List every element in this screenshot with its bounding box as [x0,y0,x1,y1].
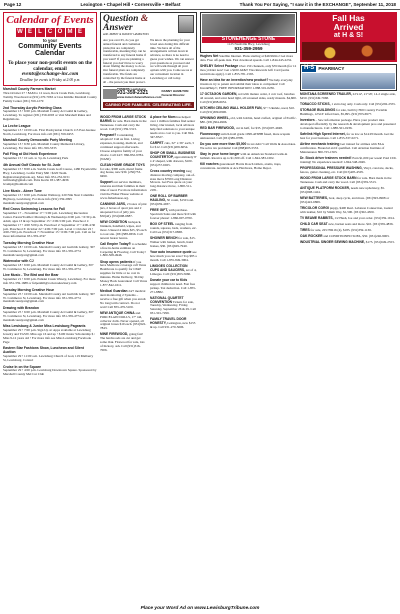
classified-text: for sale, $300 each, metal frame dog house, new $30. (256)753-9490. [100,166,143,179]
classified-ad [300,197,397,205]
classified-lead: A place for Mom [150,115,176,120]
classified-text: guaranteed! Harris Roach tablets, atoms, traps, concentrate. Available at Ace Hardware, Home Depot. [200,161,282,170]
event-item [3,208,97,239]
classified-text: red with mature cedar, 2 coir roof, benches all around, and solar head light, all screened sides, ready mounts. $4,600. Call (931)698-6652. [200,91,297,104]
classified-ad [100,261,147,288]
classified-lead: OAK ROCKER [300,234,323,239]
page-header [0,0,400,10]
event-title: Miss Lewisburg & Junior Miss Lewisburg Pageants [3,324,86,329]
calendar-to-our: to your [42,38,58,43]
classified-lead: CARPET [150,140,164,145]
classified-lead: TV BEAME RABBITS, [300,216,334,220]
classified-ad [300,167,397,175]
classifieds-list-c [200,55,297,171]
qa-subtitle: with JIMMY & DANNY HAMILTON [103,32,149,36]
qa-advertisement [100,12,197,111]
classified-text: to schedule a free in-home estimate on Carpeting & Flooring. Call Today! 1-800-508-4946. [100,241,147,258]
classified-ad [300,93,397,101]
classified-ad [200,93,297,105]
qa-title [103,15,149,33]
event-item [3,88,97,104]
classified-lead: Stay in your home longer [200,151,240,156]
classified-text: If you have Medicare coverage call Verus Healthcare to qualify for CPAP supplies for little or no cost in minutes. Home Delivery, 30-Day Money Back Guarantee! Call Verus 1-877-842-1611. [100,259,147,287]
classified-ad [300,133,397,141]
event-title: Live Music - Abner Tune [3,188,42,193]
calendar-column [3,12,97,606]
classified-lead: NEW ANTIQUE CHINA [100,310,135,315]
classified-lead: Safelink High Speed Internet, [300,132,346,137]
event-details: September 13 • 6:30 p.m. Marshall County Memorial Library, Lewisburg. For more info 931-359-5335 [3,141,85,150]
page-number: Page 12 [4,2,22,7]
classified-lead: CLEAN HOME GRADE TOYS [100,162,145,167]
classified-text: Tickets for sale, Tuesday, Wednesday, Friday, Saturday, September 26 & 29. Call 931-301-7299. [150,299,197,316]
event-details: September 17 – November 17 • 5:00 p.m. Lewisburg Recreation Center. Parent/Toddler: Mondays & Wednesdays 6:00 p.m. • 6:30 p.m. Adult, ages 13 & up: September 15 • 2:00-5:00 p.m. Preschool 1: September 17 • 4:00 5:00 p.m. Preschool 2: September 17 • 4:00-4:30 p.m. Preschool 3: October 22 • 4:00-7:00 p.m. Level 1: October 22 • 4:00-7:00 p.m. Preschool 7: November 15 • 6:00-7:00 p.m. Call us for more information 931-359-4747 [3,210,97,239]
event-item [3,274,97,286]
event-details: September 18 • 10:00 a.m. Marshall County Art Guild & Gallery, 307 W. Commerce St, Lewisburg. For more info 931-359-4774 marshallcountyart@gmail.com [3,244,95,257]
classified-lead: TRICOLOR CORGI [300,206,329,210]
welcome-letter: W [17,29,23,35]
classified-ad [200,143,297,151]
classified-lead: WOOD FROM LARGE STOCK BARNS [100,115,147,124]
classified-lead: FAMILY TRAVEL DOOR HONESTY, [150,317,187,326]
qa-title-question: Question [103,14,139,24]
classified-text: has helped over 1 million families find senior living. Our trusted, local advisors help find solutions to your unique needs at no cost to you. Call 844-347-8527. [150,115,196,139]
classified-text: cut in half, for $35. (931)607-4948. [235,125,283,130]
event-item [3,139,97,151]
classified-ad [150,318,197,330]
classified-ad [100,181,147,201]
classified-text: 2 boxes of pint jars, 2 boxes of quart jars and 2 unopened box of jelly jars. $50(all). (931)698-6887. [100,202,147,218]
classified-text: $7 • Ukulele, used, $10. Call (931)309-0900. [200,105,295,114]
classified-lead: Support [100,180,113,185]
classified-text: 50 count, $150 total. (931)639-4937. [150,198,194,207]
classified-ad [150,237,197,249]
classified-text: for sale. Barn made in the Tennessee. Cash and carry the wood. Call (931)359-5313. [300,176,392,184]
classified-ad [300,229,397,233]
classified-text: 22'x12', 21"x8', 14-2 single axle, $450. (931)349-7668. [300,92,396,100]
classified-text: for sale. Barn made in the Tennessee. Cash and carry the wood. Call (931) 359-5313. [100,119,147,131]
classified-ad [150,279,197,295]
event-details: September 13 • 10:00 a.m. First Presbyterian Church 115 East Avenue North, Lewisburg. For more info call (931) 359-0455 [3,127,96,136]
classified-ad [100,290,147,310]
welcome-banner [6,28,94,37]
welcome-letter: L [36,28,45,37]
classified-ad [100,203,147,219]
classified-ad [300,109,397,117]
events-list [3,88,97,377]
event-details: September 25 • 6:00 p.m. Marshall County Art Guild & Gallery, 307 W. Commerce St, Lewisburg. For more info 931-359-4774 or marshallcountyart@gmail.com [3,309,94,322]
classified-lead: MONTANA SCREENED TRAILER, [300,92,352,97]
event-item [3,366,97,378]
classified-text: for sale, built by Hill Country Portable Buildings, 12'x16' lofted barn, $5,995. (931)703-6977. [300,108,388,117]
classified-ad [100,164,147,180]
classified-text: set of 4, Limoges. Call: (931)363-5660. [150,267,197,276]
classified-ad [300,177,397,185]
classified-ad [150,142,197,150]
classified-text: see how much you can save! Top $85 a month. Call 1-855-849-3004. [150,249,197,262]
event-item [3,289,97,305]
welcome-letter: O [56,28,65,37]
qa-column [100,12,197,606]
stone-address: 1125 Nashville Hwy, Lewisburg [227,41,270,46]
classified-lead: Medical Guardian [100,289,128,294]
classified-ad [200,117,297,125]
classified-lead: NATIONAL QUARTET CONVENTION [150,295,184,304]
classified-text: ranging from rounds, squares, beds, washers, etc. Call Lee (931)317-6868. [150,222,197,234]
classified-text: needs new upholstery, $5. (931)698-1424. [300,186,385,194]
calendar-title: Calendar of Events [6,14,94,26]
classifieds-list-d [300,93,397,245]
classified-text: 24/7 medical alert monitoring 2 Systems – receive a free gift when you enroll. No long term contract. Do not wait! Call 855-479-5100. [100,289,147,309]
classified-lead: Call Empire Today® [100,241,131,246]
event-item [3,347,97,363]
qa-banner: CARING FOR FAMILIES. CELEBRATING LIFE. [103,102,194,108]
classified-text: cuts, 32" x 36" each, 5 for $12. Call (931)209-6654. [150,140,195,149]
classified-text: $175. (931)649-2553. [365,240,395,245]
classified-ad [300,157,397,165]
classified-ad [150,116,197,139]
classified-lead: TIRES [300,228,310,233]
classified-ad [150,209,197,221]
event-item [3,125,97,137]
classified-text: Vinyl, concrete, decks, fences, gutter cleaning, etc. Call (615)405-4505. [300,166,394,174]
classified-lead: TOBACCO STICKS, [300,102,331,107]
classified-ad [100,134,147,161]
classified-text: old, with bobbin, hand crafted, original of Pacific. $80. (931)364-4966. [200,115,297,124]
event-details: September 25 • 10:00 a.m. Marshall County Art Guild & Gallery, 307 W. Commerce St, Lewisburg. For more info 931-359-4774 marshallcountyart@gmail.com [3,291,95,304]
classified-ad [150,297,197,317]
event-item [3,107,97,123]
qa-brand: TOMERS Lewisburg [117,87,146,92]
classified-ad [200,127,297,131]
classified-text: support children in need. Fast free pickup. Tax deduction. Call 1-855-271-8882. [150,281,197,294]
event-title: Marshall County Democratic Party Meeting [3,138,72,143]
classified-ad [200,65,297,77]
header-tagline: Thank You For Saying, "I saw it in the EXCHANGE", September 11, 2018 [239,2,396,7]
classified-text: for sale, $15. Walker with basket, bench, hand brakes, $30. (931)629-7940. [150,236,196,248]
classified-text: with purchase. Spectrum Sales and more $10 with forever phone! 1-866-607-0700. [150,208,197,221]
mums-photo [302,42,395,60]
classified-ad [300,217,397,221]
classified-ad [200,153,297,161]
event-item [3,242,97,258]
classified-ad [150,251,197,263]
classified-lead: RED BAR FIREWOOD, [200,125,235,130]
page-footer: Place your Word Ad on www.LewisburgTribune.com [140,606,260,611]
classified-lead: Have an idea for an invention/new product? [200,77,269,82]
classified-text: backpack, blankets, handheld, wipes, and more. Unused 4 times $25, $5 each to tour site. (931)588-9656. Call newest bearer leaves. [100,219,147,240]
qa-title-answer: Answer [103,23,133,33]
event-item [3,307,97,323]
classified-text: our service members, veterans and their families in their time of need. For more information visit the Fisher House website at www.fisherhouse.org. [100,180,147,201]
classified-ad [200,163,297,171]
classifieds-column-3 [200,12,297,606]
event-item [3,260,97,272]
event-details: September 18 • 6:00 p.m. Marshall County Art Guild & Gallery, 307 W. Commerce St, Lewisburg. For more info 931-359-4774 [3,263,94,271]
classified-ad [200,133,297,141]
qa-phone: 931-359-2321 [117,90,149,97]
classified-lead: FREE GIFT, [150,208,168,213]
event-details: September 15 • 8:00 a.m. Saddle Creek Golf Course, 1480 Fayetteville Hwy, Lewisburg. Golfer Entry $60 / $220 Team. Registration@stjude.org. More Info 931-252-9151 twilmoth@gmail.com. Pairs Kevin 931-387-4936 bcamp2@hotmail.com [3,166,97,187]
qa-header [103,15,194,37]
fall-ad [300,12,397,62]
classified-ad [300,241,397,245]
classified-ad [200,79,297,91]
classified-text: and CONDITIONED SOFA, $50. (931)246-9063. [323,234,390,239]
classified-lead: PROFESSIONAL PRESSURE WASHING, [300,166,363,170]
stone-phone: 931-359-2959 [234,45,263,51]
classified-ad [100,312,147,332]
classified-text: for sale, 225/70R16 (4), $185. (931)359-1136. [310,228,372,233]
classified-ad [300,143,397,155]
event-title: Tuesday Morning Creative Hour [3,287,54,292]
classified-lead: CHILD CAR SEAT [300,222,328,227]
classified-text: 1/2 Hush, Joe and your order. (931)359-1914. [334,216,395,220]
classified-text: and PORCELAIN DOLLS, 17" tall, collector dolls. Never opened, all original boxes $10 each. (931)922-7843. [100,310,147,331]
classified-lead: NEW CONDITION [100,219,128,224]
classifieds-block-1 [100,114,197,353]
classified-lead: Fluoroscopy [200,131,220,136]
classifieds-column-4 [300,12,397,606]
classified-ad [200,55,297,63]
calendar-deadline: Deadline for events is Friday at 2:00 p.m. [19,77,81,82]
classified-text: – Saw information package. Have your product idea developed affordably by the research & development pros and presented to manufacturers. Call 1-888-501-0236. [300,118,396,130]
calendar-email[interactable]: events@exchange-inc.com [21,70,79,77]
event-title: Cruise In on the Square [3,364,42,369]
event-title: 2nd Thursday Acrylic Painting Class [3,105,62,110]
classified-lead: Kill roaches [200,161,219,166]
classified-ad [300,187,397,195]
event-item [3,164,97,187]
classified-lead: ANTIQUE PLATFORM ROCKER, [300,186,350,190]
classified-lead: LIMOGES COLLECTION CUPS AND SAUCERS, [150,263,188,272]
classified-ad [150,223,197,235]
classified-ad [100,333,147,353]
classified-lead: 17 OCTAGON GARDEN, [200,91,238,96]
classified-text: for as low as $14.95/month. Get the best for your business. Call 1-855-337-0271. [300,132,394,140]
stone-brand: STONEHENGE STONE [202,37,295,43]
classified-lead: Dr. Stock driver trainees needed! [300,156,352,160]
classified-lead: SHOWER BENCH [150,236,178,241]
classified-ad [100,221,147,241]
event-title: Watercolor with CJ [3,259,34,264]
fall-ad-line-3: at H & S! [333,32,364,39]
event-title: Live Music - The Bird and the Bear [3,273,59,278]
classified-ad [300,119,397,131]
classified-lead: MINE FIREWOOD, [100,332,129,337]
classified-text: new, bucket seats and more. $10. (931)359-4836. [328,222,394,227]
event-details: September 13 • 6:00 p.m. Marshall County Art Guild & Gallery, Lewisburg. To register (931) 359-2003 or visit Marshall Rules and Regulations. [3,109,91,122]
event-item [3,153,97,161]
fall-ad-line-2: Arrived [333,22,364,32]
event-title: Fall Fling at Old Honk Experience [3,152,57,157]
classified-ad [300,103,397,107]
classified-ad [200,107,297,115]
classified-lead: Do you owe more than $5,000 [200,141,247,146]
event-details: September 29 • 7:00 p.m. Sign Up at: Apps available at Lewisburg Jewelry and TGSW. Miss age 16 and up • $100 Junior Scholarship $ / Miss 9-12 years old • For more info see Miss Lewisburg Facebook Page [3,328,95,344]
classified-text: boat, deep cycle, and more. (931)393-0968 or (931)422-6869. [300,196,390,204]
classified-ad [300,223,397,227]
event-title: La Leche League [3,123,31,128]
qa-footer [103,86,194,100]
stone-photo [202,14,295,36]
event-details: Thru October 27 • 8AM to 12 noon, Rock Creek Park, Lewisburg. Tommy Woodward at (931) 270-7063 or Lisa Kimble Marshall County Family Center (931) 359-1279 [3,91,97,104]
calendar-box [3,12,97,86]
calendar-place: To place your non-profit events on the calendar, email [7,59,93,72]
qa-title-amp: & [140,14,149,24]
classified-lead: BOX OF STEEL [150,222,175,227]
classified-lead: Airline mechanic training [300,142,340,147]
event-title: Red Cross Swimming Lessons for Fall [3,207,65,212]
classified-text: switch-hold grade 1098-AT6HB fused, mare scapula unmounted. Call (931)389-9788. [200,131,291,140]
event-details: September 15 • 10 a.m. to 3 p.m. Lewisburg Park [3,156,69,161]
classified-lead: SPINNING WHEEL, [200,115,230,120]
welcome-letter: E [76,28,85,37]
qa-person: DANNY HAMILTON Funeral Director [161,89,189,98]
classified-lead: Cross country moving [150,168,185,173]
classified-lead: Hughes Net [200,53,219,58]
classified-text: Earn $1,000 per week! Paid CDL training! No experience needed! 1-844-548-2049. [300,156,397,164]
classified-text: Lexington, new $155 & up. Call 931-270-5606. [150,321,196,330]
classified-lead: Pregnant? [100,133,117,138]
classified-lead: Your auto insurance quote [150,249,192,254]
classified-text: Satellite Internet. Plans starting at $49.99/mo! Get more data. Free off-peak data. Fast download speeds. Call 1-844-245-2232. [200,53,294,62]
classified-lead: WOOD FROM LARGE STOCK BARN [300,176,357,180]
stonehenge-ad [200,12,297,53]
classified-ad [300,207,397,215]
event-item [3,190,97,206]
classified-text: Get trained for airlines with FAA certification. Financial aid if qualified. Call Aviation Institute of Maintenance 800-725-1563. [300,142,385,154]
event-title: 4th Annual Golf Classic for St. Jude [3,162,61,167]
classified-text: Over 150 channels, only $35/month (for 12 mos.) Order now! Get a $100 AT&T Visa Rewards Gift Card (some restrictions apply). Call 1-855-781-1565. [200,63,297,76]
classifieds-subcolumn-b [150,114,197,353]
classified-ad [150,170,197,193]
classified-text: We help everyday inventors try to patent and submit their ideas to companies! Call InventHelp®, FREE INFORMATION! 1-888-501-0236. [200,77,293,90]
classified-ad [150,152,197,168]
qa-website[interactable]: www.tomersfuneralhomes.com [117,95,162,100]
fall-ad-line-1: Fall Has [332,13,365,23]
classified-text: Considering adoption? Call us first. Living expenses, housing, medical, and continued support afterwards. Choose adoptive family of your choice. Call 24/7. 866-832-9784. (NANI) [100,133,144,161]
classified-lead: SHELBY Select Package [200,63,239,68]
classifieds-subcolumn-a [100,114,147,353]
portrait-photo [178,15,194,33]
welcome-letter: M [67,29,73,35]
event-title: Tuesday Morning Creative Hour [3,240,54,245]
classified-lead: Shop opens patients [100,259,133,264]
classified-text: puppy, $400 Real. Lebanon Connection, loaded with leather, $10 by Smith Way, $1,500. (931)302-4300. [300,206,393,214]
event-title: Eastern Star Fashions Show, Luncheon and Silent Auction [3,346,84,355]
classified-lead: KITCHEN CEILING WALL HOLDER FAN, [200,105,263,110]
pharmacy-name: PHARMACY [318,66,345,71]
classified-lead: STORAGE BUILDINGS [300,108,336,113]
classified-lead: Investors [300,118,315,123]
classified-lead: SHOP OR SMALL BUSINESS COUNTERTOP, [150,150,196,159]
calendar-community: Community Events Calendar [18,42,82,58]
classified-lead: NEW BATTERIES, [300,196,328,200]
pharmacy-photo [302,73,395,89]
classified-lead: Donate your car to Kids [150,277,188,282]
classified-ad [150,265,197,277]
classified-lead: CANNING JARS, [100,202,127,207]
event-item [3,325,97,345]
classified-text: going fast! The hardwoods are cut and get some Oak. Firewood for sale, lots of hickory, ash. Call (931)316-7006. [100,332,145,353]
welcome-letter: C [46,28,55,37]
paper-name: Lexington • Chapel Hill • Cornersville • Belfast [80,2,181,7]
classified-text: in tax debt? Call Wells & Associates. We solve tax problems! Call (888)603-5553. [200,141,297,150]
classified-text: approximately 8' x 4' shaped, with drawers, $100. (931)257-6025. [150,154,197,167]
classified-lead: ONE ROLL OF BARBER HAULING, [150,194,188,203]
pharmacy-logo: H-S [304,65,315,71]
classified-text: with an American Standard walk-in bathtub. Receive up to $1,500 off. Call 1-844-383-1002. [200,151,288,160]
funeral-home-logo [103,89,117,99]
classified-text: 1 extra bag only. Cash only. Call (931)292-2555. [331,102,396,107]
event-title: Marshall County Farmers Market [3,87,56,92]
classified-lead: INDUSTRIAL SINGER SEWING MACHINE, [300,240,365,245]
event-details: September 29 • 4:00 p.m. Lewisburg Downtown Square. Sponsored by Marshall County Mel Car Club [3,368,97,377]
event-title: Drawing with Brandon [3,305,39,310]
qa-body: Are you over 65, do you get annual funeral and cremation plans that are completely transferable, meaning they can be transferred to any funeral home if you want? If you are planning a funeral you don't have to worry about finding the money to do so. Our funeral plans are completely transferable. The funds are controlled by the funeral home at all – the person you must protect. We know the planning for your loved ones during this difficult time. We have all of the arrangements written down in advance, so there is no need to guess your wishes. We can answer your questions as you need and we will walk through all your options with you. Come see us at our convenient location in Lewisburg or call today. [103,37,194,84]
classified-ad [100,116,147,132]
classified-ad [150,195,197,207]
event-details: September 29 • 11:00 a.m. Lewisburg Church of God, 119 Mulberry St, Lewisburg. Contact [3,354,94,362]
welcome-letter: E [26,28,35,37]
pharmacy-ad [300,64,397,91]
classified-ad [100,243,147,259]
classified-ad [300,235,397,239]
event-details: September 15 • 6:00 p.m. Pulaski Walkway, 220 Nile Nest Columbia Highway, Lewisburg. For more info (931) 359-2995 marshallcountyart@gmail.com [3,192,94,205]
event-details: September 21 • 6:00 p.m. Pulaski Creek Winery, Lewisburg. For more info 931-359-1688 or fulpenhill@rockcreekwinery.com [3,277,96,286]
classified-text: long distance moving company, out-of-state move $799 Long Distance Movers. Get Free quote on your long distance move, 1-800-511-2181. [150,168,196,193]
